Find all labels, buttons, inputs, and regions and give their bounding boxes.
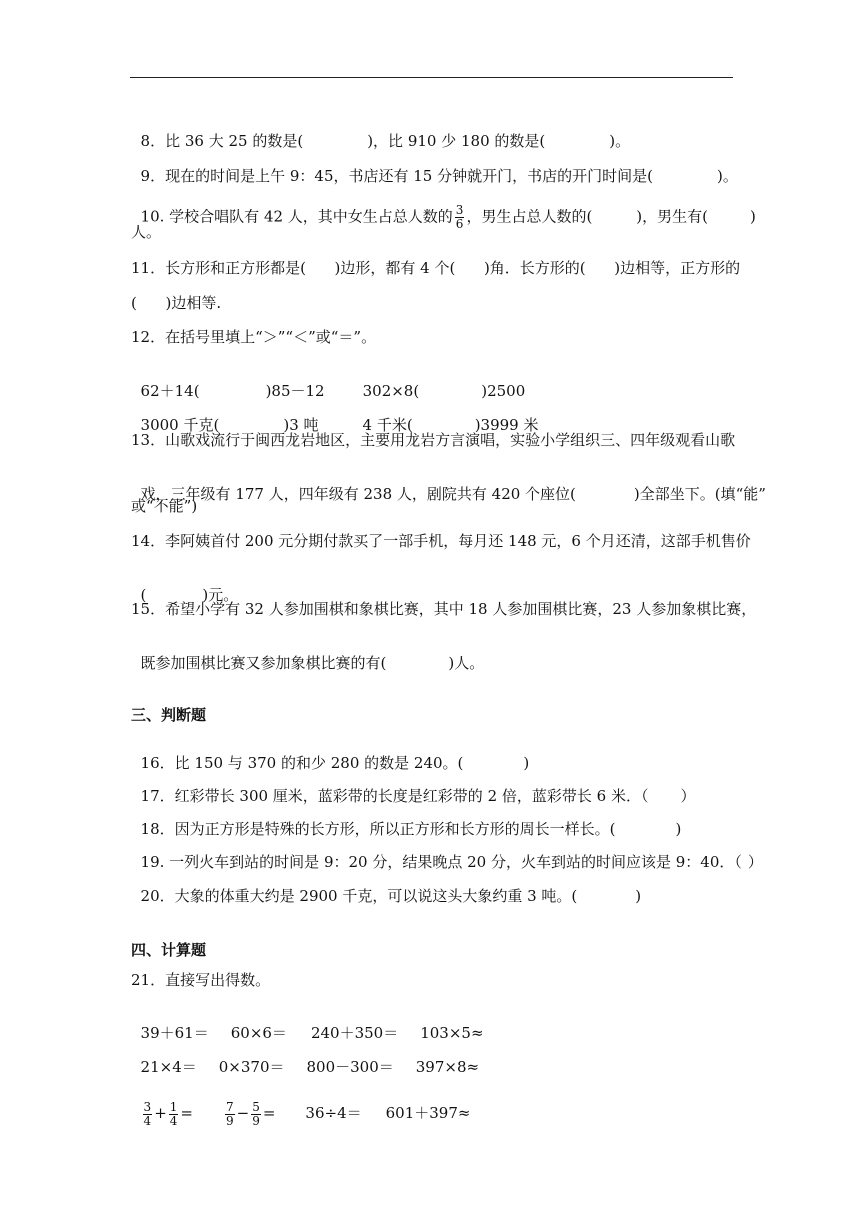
q15-text-a: 既参加围棋比赛又参加象棋比赛的有( [140, 654, 387, 672]
q16-text: 16．比 150 与 370 的和少 280 的数是 240。( [140, 754, 464, 772]
calc-item: 240＋350＝ [310, 1024, 399, 1042]
q17-text: 17．红彩带长 300 厘米，蓝彩带的长度是红彩带的 2 倍，蓝彩带长 6 米．（ [140, 787, 649, 805]
question-12-title: 12．在括号里填上“＞”“＜”或“＝”。 [131, 328, 377, 346]
q8-text-b: )，比 910 少 180 的数是( [367, 132, 546, 150]
question-12-row2 [131, 395, 538, 435]
q8-text-c: )。 [609, 132, 631, 150]
calc-item: 0×370＝ [218, 1058, 285, 1076]
question-9 [131, 146, 738, 186]
question-13-line2 [131, 464, 766, 504]
q8-text-a: 8．比 36 大 25 的数是( [140, 132, 304, 150]
calc-item: 397×8≈ [415, 1058, 480, 1076]
section-4-title: 四、计算题 [131, 941, 207, 959]
compare-right: )85－12 [265, 382, 325, 400]
question-14-line1: 14．李阿姨首付 200 元分期付款买了一部手机，每月还 148 元，6 个月还清，这部手机售价 [131, 532, 751, 550]
calc-row-3: $\frac{3}{4}$ + $\frac{1}{4}$ = $\frac{7}{9}$ − $\frac{5}{9}$ = 36÷4＝ 601＋397≈ [143, 1099, 471, 1128]
q10-text-d: ) [750, 207, 756, 226]
calc-item: 36÷4＝ [305, 1104, 362, 1122]
q15-text-b: )人。 [448, 654, 485, 672]
compare-left: 4 千米( [362, 416, 413, 434]
calc-item: 800－300＝ [306, 1058, 394, 1076]
q9-text-b: )。 [716, 167, 738, 185]
fraction: $\frac{3}{6}$ [455, 203, 464, 231]
compare-left: 3000 千克( [140, 416, 220, 434]
question-20: 20．大象的体重大约是 2900 千克，可以说这头大象约重 3 吨。( ) [140, 887, 642, 905]
question-17: 17．红彩带长 300 厘米，蓝彩带的长度是红彩带的 2 倍，蓝彩带长 6 米．（ ） [140, 787, 696, 805]
question-10-line2: 人。 [131, 223, 162, 241]
section-3-title: 三、判断题 [131, 706, 207, 724]
compare-left: 302×8( [362, 382, 420, 400]
calc-item: 60×6＝ [230, 1024, 287, 1042]
compare-right: )3999 米 [474, 416, 539, 434]
q10-text-b: ，男生占总人数的( [466, 207, 593, 226]
question-15-line1: 15．希望小学有 32 人参加围棋和象棋比赛，其中 18 人参加围棋比赛，23 人参加象棋比赛， [131, 600, 757, 618]
q14-text-a: ( [140, 586, 147, 604]
question-8 [131, 111, 630, 151]
calc-item: 39＋61＝ [140, 1024, 209, 1042]
q10-text-a: 10. 学校合唱队有 42 人，其中女生占总人数的 [140, 207, 453, 226]
calc-item: 103×5≈ [420, 1024, 484, 1042]
question-13-line3: 或“不能”) [131, 497, 198, 515]
q20-text: 20．大象的体重大约是 2900 千克，可以说这头大象约重 3 吨。( [140, 887, 578, 905]
compare-left: 62＋14( [140, 382, 200, 400]
q19-text: 19. 一列火车到站的时间是 9：20 分，结果晚点 20 分，火车到站的时间应该是 9：40．（ [140, 853, 742, 871]
q9-text-a: 9．现在的时间是上午 9：45，书店还有 15 分钟就开门，书店的开门时间是( [140, 167, 653, 185]
fraction: $\frac{7}{9}$ [225, 1099, 234, 1128]
question-19: 19. 一列火车到站的时间是 9：20 分，结果晚点 20 分，火车到站的时间应该是 9：40．（ ） [140, 853, 763, 871]
question-10 [131, 184, 756, 231]
compare-right: )3 吨 [283, 416, 319, 434]
q18-text: 18．因为正方形是特殊的长方形，所以正方形和长方形的周长一样长。( [140, 820, 616, 838]
question-13-line1: 13．山歌戏流行于闽西龙岩地区，主要用龙岩方言演唱，实验小学组织三、四年级观看山歌 [131, 431, 736, 449]
calc-item: 601＋397≈ [385, 1104, 471, 1122]
question-11-line2: ( )边相等. [131, 294, 222, 312]
question-11-line1: 11．长方形和正方形都是( )边形，都有 4 个( )角．长方形的( )边相等，正方形的 [131, 259, 741, 277]
calc-item: 21×4＝ [140, 1058, 197, 1076]
fraction: $\frac{5}{9}$ [252, 1099, 260, 1128]
question-21-title: 21．直接写出得数。 [131, 971, 271, 989]
question-16: 16．比 150 与 370 的和少 280 的数是 240。( ) [140, 754, 530, 772]
header-rule [130, 77, 733, 78]
fraction: $\frac{3}{4}$ [143, 1099, 152, 1128]
question-18: 18．因为正方形是特殊的长方形，所以正方形和长方形的周长一样长。( ) [140, 820, 682, 838]
question-15-line2 [131, 633, 484, 673]
q14-text-b: )元。 [202, 586, 239, 604]
q13-text-b: )全部坐下。(填“能” [633, 485, 766, 503]
q10-text-c: )，男生有( [636, 207, 709, 226]
fraction: $\frac{1}{4}$ [169, 1099, 178, 1128]
q13-text-a: 戏，三年级有 177 人，四年级有 238 人，剧院共有 420 个座位( [140, 485, 576, 503]
compare-right: )2500 [481, 382, 526, 400]
